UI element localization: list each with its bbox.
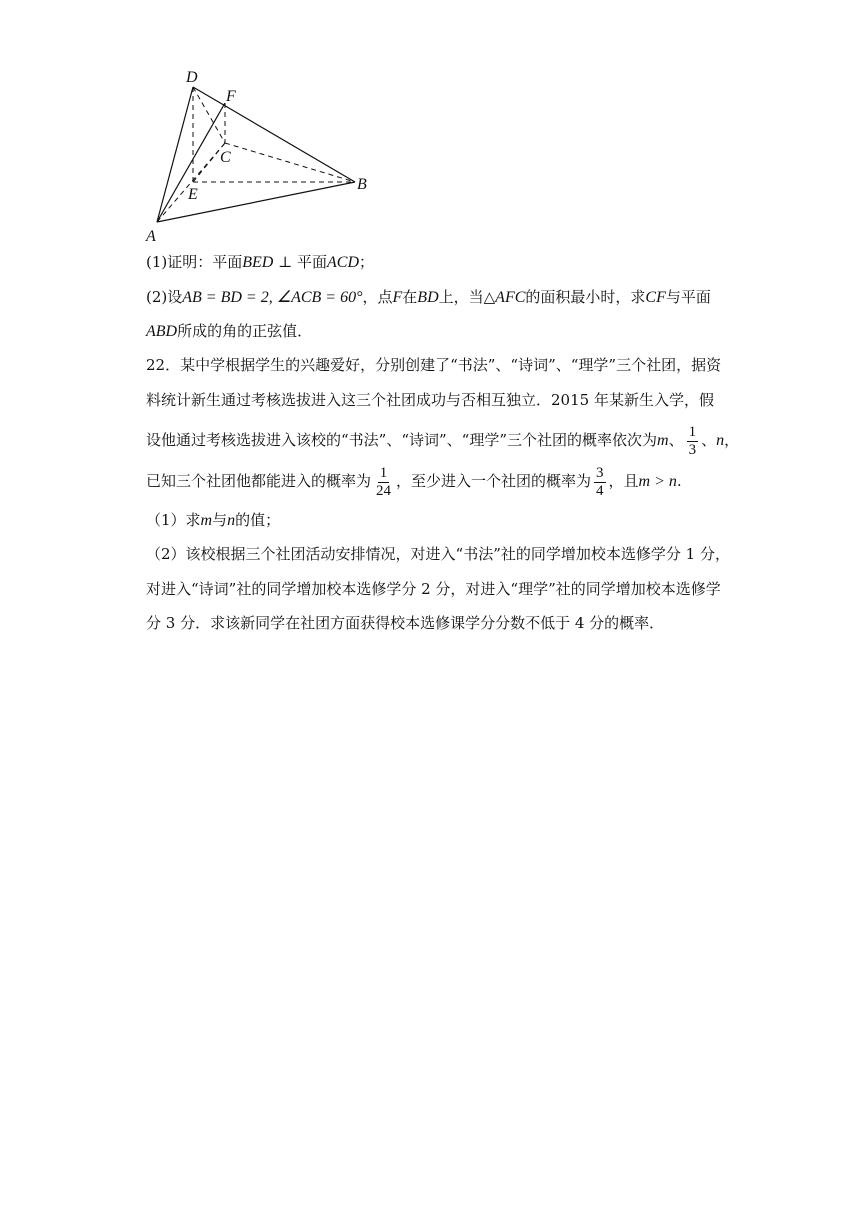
q21-p2-mid3: 上，当△ — [438, 288, 496, 306]
q22-line4 — [146, 464, 682, 500]
q21-p1-text: (1)证明：平面 — [146, 253, 243, 271]
label-B: B — [357, 176, 367, 193]
q22-line2: 料统计新生通过考核选拔进入这三个社团成功与否相互独立．2015 年某新生入学，假 — [146, 391, 714, 409]
q21-p2-end: 所成的角的正弦值． — [177, 322, 313, 340]
q22-sub2-line1: （2）该校根据三个社团活动安排情况，对进入“书法”社的同学增加校本选修学分 1 分， — [146, 545, 730, 563]
frac2-den: 24 — [376, 482, 392, 499]
edge-DC — [193, 87, 225, 143]
q21-p2-mid1: ，点 — [362, 288, 393, 306]
var-m: m — [657, 432, 669, 449]
q21-p2-condition: AB = BD = 2, ∠ACB = 60° — [182, 289, 363, 306]
q21-part1 — [146, 251, 374, 274]
edge-DB — [193, 87, 355, 182]
frac1-den: 3 — [688, 441, 697, 458]
q22-line3-end: ， — [724, 431, 740, 449]
sep1: 、 — [668, 431, 684, 449]
label-E: E — [188, 186, 198, 203]
q22-line1: 22．某中学根据学生的兴趣爱好，分别创建了“书法”、“诗词”、“理学”三个社团，据资 — [146, 356, 722, 374]
label-D: D — [186, 69, 198, 86]
q22-sub1-mid: 与 — [212, 511, 228, 529]
frac3-num: 3 — [596, 464, 604, 481]
q21-part2-line2 — [146, 320, 312, 343]
q22-line3-text: 设他通过考核选拔进入该校的“书法”、“诗词”、“理学”三个社团的概率依次为 — [146, 431, 658, 449]
frac1-num: 1 — [688, 423, 697, 440]
q21-p1-end: ； — [359, 253, 375, 271]
segment-bd: BD — [417, 289, 439, 306]
q22-sub1-end: 的值； — [235, 511, 281, 529]
label-F: F — [226, 88, 236, 105]
var-n: n — [716, 432, 725, 449]
frac3-den: 4 — [596, 482, 604, 499]
edge-AF — [157, 103, 225, 222]
q22-line4-text: 已知三个社团他都能进入的概率为 — [146, 472, 372, 490]
q22-sub2-line2: 对进入“诗词”社的同学增加校本选修学分 2 分，对进入“理学”社的同学增加校本选修学 — [146, 580, 721, 598]
perp-text: ⊥ 平面 — [273, 253, 328, 271]
fraction-one-24th — [374, 465, 393, 500]
label-A: A — [146, 228, 156, 245]
q22-line4-mid: ，至少进入一个社团的概率为 — [396, 472, 592, 490]
q22-line3 — [146, 423, 739, 459]
fraction-three-quarters — [594, 465, 606, 500]
tetrahedron-figure — [140, 62, 380, 252]
q21-part2-line1 — [146, 286, 711, 309]
sub1-var-m: m — [200, 512, 213, 529]
q22-sub1-prefix: （1）求 — [146, 511, 201, 529]
triangle-afc: AFC — [495, 289, 526, 306]
line-cf: CF — [645, 289, 666, 306]
point-f: F — [392, 289, 403, 306]
q21-p2-mid4: 的面积最小时，求 — [525, 288, 646, 306]
q22-sub2-line3: 分 3 分．求该新同学在社团方面获得校本选修课学分分数不低于 4 分的概率． — [146, 614, 665, 632]
edge-CB — [225, 143, 355, 182]
label-C: C — [220, 149, 231, 166]
plane-abd: ABD — [146, 323, 178, 340]
inequality-m-n: m > n — [638, 473, 677, 490]
frac2-num: 1 — [379, 464, 388, 481]
sub1-var-n: n — [227, 512, 236, 529]
q21-p2-prefix: (2)设 — [146, 288, 183, 306]
q21-p2-mid5: 与平面 — [665, 288, 711, 306]
q21-p2-mid2: 在 — [402, 288, 418, 306]
q22-line4-mid2: ，且 — [608, 472, 639, 490]
q22-line4-end: . — [676, 472, 682, 490]
q22-sub1 — [146, 509, 280, 532]
plane-bed: BED — [242, 254, 274, 271]
sep2: 、 — [701, 431, 717, 449]
fraction-one-third — [687, 424, 699, 459]
plane-acd: ACD — [327, 254, 360, 271]
